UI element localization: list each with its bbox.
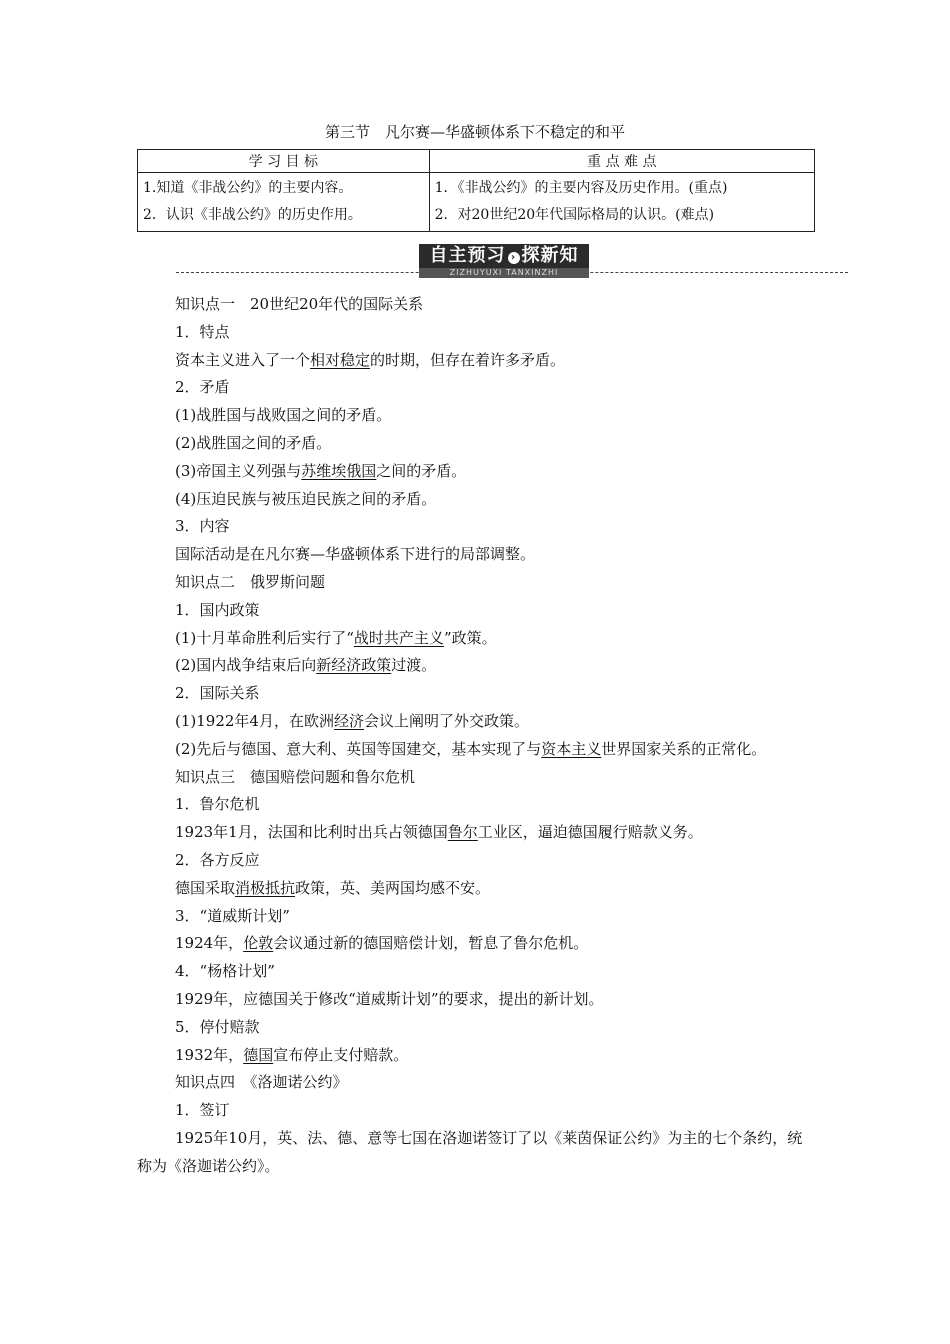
body-line (137, 430, 817, 458)
goals-header: 学 习 目 标 (138, 150, 430, 173)
text-segment: ”政策。 (443, 628, 497, 647)
text-segment: 世界国家关系的正常化。 (601, 739, 767, 758)
body-line (137, 597, 817, 625)
document-body (137, 291, 817, 1181)
body-line (137, 958, 817, 986)
body-line (137, 1125, 817, 1181)
body-line (137, 1014, 817, 1042)
text-segment: (2)战胜国之间的矛盾。 (175, 433, 332, 452)
text-segment: 1．国内政策 (175, 600, 260, 619)
section-banner (176, 244, 848, 278)
text-segment: 知识点三 德国赔偿问题和鲁尔危机 (175, 767, 416, 786)
text-segment: 1929年，应德国关于修改“道威斯计划”的要求，提出的新计划。 (175, 989, 604, 1008)
body-line (137, 847, 817, 875)
text-segment: 4．“杨格计划” (175, 962, 275, 981)
underlined-answer: 相对稳定 (310, 350, 371, 369)
chevron-right-icon: › (508, 252, 520, 264)
body-line (137, 513, 817, 541)
body-line (137, 569, 817, 597)
text-segment: 3．内容 (175, 517, 230, 536)
text-segment: 资本主义进入了一个 (175, 350, 311, 369)
text-segment: (1)十月革命胜利后实行了“ (175, 628, 354, 647)
underlined-answer: 德国 (243, 1045, 274, 1064)
body-line (137, 1042, 817, 1070)
text-segment: (1)1922年4月，在欧洲 (175, 711, 334, 730)
text-segment: 1923年1月，法国和比利时出兵占领德国 (175, 823, 448, 842)
body-line (137, 541, 817, 569)
body-line (137, 875, 817, 903)
text-segment: 知识点一 20世纪20年代的国际关系 (175, 295, 424, 313)
text-segment: (4)压迫民族与被压迫民族之间的矛盾。 (175, 489, 437, 508)
body-line (137, 486, 817, 514)
text-segment: 知识点二 俄罗斯问题 (175, 572, 326, 591)
body-line (137, 1069, 817, 1097)
goals-table (137, 149, 815, 232)
text-segment: 1924年， (175, 934, 244, 953)
text-segment: (1)战胜国与战败国之间的矛盾。 (175, 406, 392, 425)
body-line (137, 680, 817, 708)
body-line (137, 986, 817, 1014)
text-segment: (2)先后与德国、意大利、英国等国建交，基本实现了与 (175, 739, 542, 758)
text-segment: 1．鲁尔危机 (175, 795, 260, 814)
text-segment: 知识点四 《洛迦诺公约》 (175, 1073, 348, 1092)
body-line (137, 903, 817, 931)
banner-left-text: 自主预习 (429, 245, 506, 266)
body-line (137, 708, 817, 736)
body-line (137, 652, 817, 680)
text-segment: 1932年， (175, 1045, 244, 1064)
goals-cell (138, 173, 430, 232)
text-segment: 的时期，但存在着许多矛盾。 (370, 350, 566, 369)
body-line (137, 402, 817, 430)
text-segment: 之间的矛盾。 (376, 461, 467, 480)
text-segment: 2．矛盾 (175, 378, 230, 397)
body-line (137, 930, 817, 958)
text-segment: 1．签订 (175, 1101, 230, 1120)
key-point-item: 1．《非战公约》的主要内容及历史作用。(重点) (434, 180, 728, 196)
body-line (137, 458, 817, 486)
body-line (137, 819, 817, 847)
text-segment: 过渡。 (391, 656, 437, 675)
text-segment: 1．特点 (175, 322, 230, 341)
body-line (137, 291, 817, 319)
body-line (137, 1097, 817, 1125)
text-segment: 3．“道威斯计划” (175, 906, 290, 925)
banner-right-text: 探新知 (521, 245, 579, 266)
underlined-answer: 鲁尔 (447, 823, 478, 842)
text-segment: 德国采取 (175, 878, 236, 897)
underlined-answer: 消极抵抗 (235, 878, 296, 897)
underlined-answer: 新经济政策 (316, 656, 392, 675)
underlined-answer: 伦敦 (243, 934, 274, 953)
key-points-cell (429, 173, 814, 232)
key-points-header: 重 点 难 点 (429, 150, 814, 173)
text-segment: 5．停付赔款 (175, 1017, 260, 1036)
text-segment: (3)帝国主义列强与 (175, 461, 302, 480)
body-line (137, 347, 817, 375)
section-title: 第三节 凡尔赛—华盛顿体系下不稳定的和平 (324, 123, 625, 141)
text-segment: 2．国际关系 (175, 684, 260, 703)
text-segment: 宣布停止支付赔款。 (273, 1045, 409, 1064)
body-line (137, 764, 817, 792)
underlined-answer: 战时共产主义 (353, 628, 444, 647)
text-segment: 会议上阐明了外交政策。 (363, 711, 529, 730)
key-point-item: 2．对20世纪20年代国际格局的认识。(难点) (434, 207, 715, 223)
text-segment: 国际活动是在凡尔赛—华盛顿体系下进行的局部调整。 (175, 545, 536, 564)
text-segment: 工业区，逼迫德国履行赔款义务。 (477, 823, 703, 842)
text-segment: 1925年10月，英、法、德、意等七国在洛迦诺签订了以《莱茵保证公约》为主的七个条约，统称为《洛迦诺公约》。 (137, 1128, 803, 1175)
body-line (137, 625, 817, 653)
body-line (137, 319, 817, 347)
text-segment: 政策，英、美两国均感不安。 (295, 878, 491, 897)
text-segment: 2．各方反应 (175, 850, 260, 869)
body-line (137, 374, 817, 402)
text-segment: 会议通过新的德国赔偿计划，暂息了鲁尔危机。 (273, 934, 589, 953)
goal-item: 2．认识《非战公约》的历史作用。 (143, 207, 362, 223)
banner-heading (419, 244, 589, 268)
underlined-answer: 经济 (333, 711, 364, 730)
goal-item: 1.知道《非战公约》的主要内容。 (143, 180, 353, 196)
banner-pinyin: ZIZHUYUXI TANXINZHI (419, 268, 589, 278)
body-line (137, 791, 817, 819)
underlined-answer: 苏维埃俄国 (301, 461, 377, 480)
underlined-answer: 资本主义 (541, 739, 602, 758)
body-line (137, 736, 817, 764)
text-segment: (2)国内战争结束后向 (175, 656, 317, 675)
